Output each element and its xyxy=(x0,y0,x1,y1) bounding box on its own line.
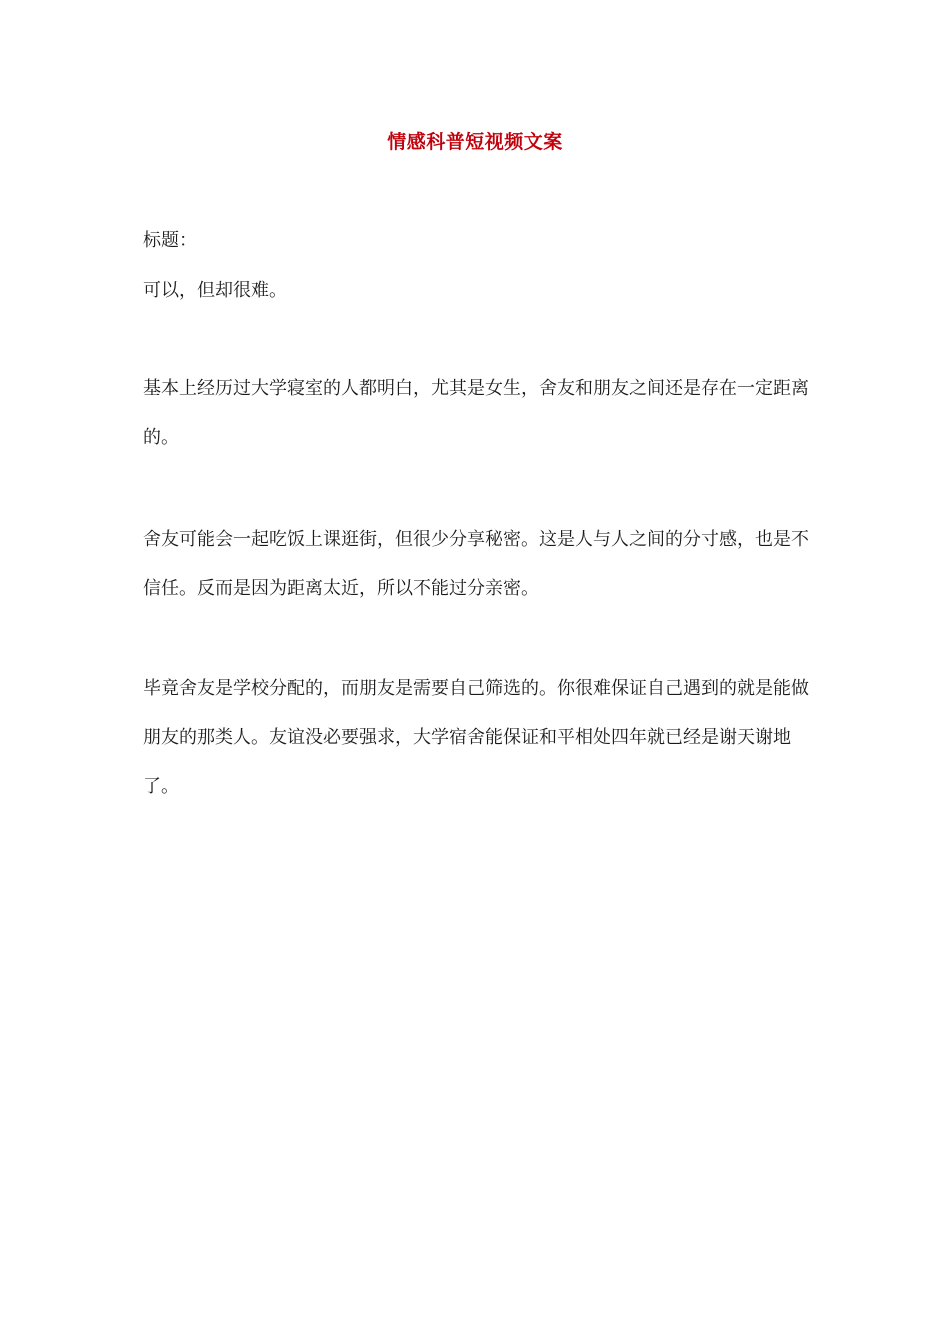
document-title: 情感科普短视频文案 xyxy=(387,131,563,153)
headline-text: 可以，但却很难。 xyxy=(143,280,287,301)
paragraph-1 xyxy=(143,364,811,462)
title-label xyxy=(143,216,811,265)
paragraph-text: 舍友可能会一起吃饭上课逛街，但很少分享秘密。这是人与人之间的分寸感，也是不信任。反而是因为距离太近，所以不能过分亲密。 xyxy=(143,529,809,599)
paragraph-text: 基本上经历过大学寝室的人都明白，尤其是女生，舍友和朋友之间还是存在一定距离的。 xyxy=(143,378,809,448)
title-label-text: 标题： xyxy=(143,230,197,251)
headline xyxy=(143,266,811,315)
paragraph-text: 毕竟舍友是学校分配的，而朋友是需要自己筛选的。你很难保证自己遇到的就是能做朋友的那类人。友谊没必要强求，大学宿舍能保证和平相处四年就已经是谢天谢地了。 xyxy=(143,678,809,797)
paragraph-3 xyxy=(143,664,811,811)
paragraph-2 xyxy=(143,515,811,613)
